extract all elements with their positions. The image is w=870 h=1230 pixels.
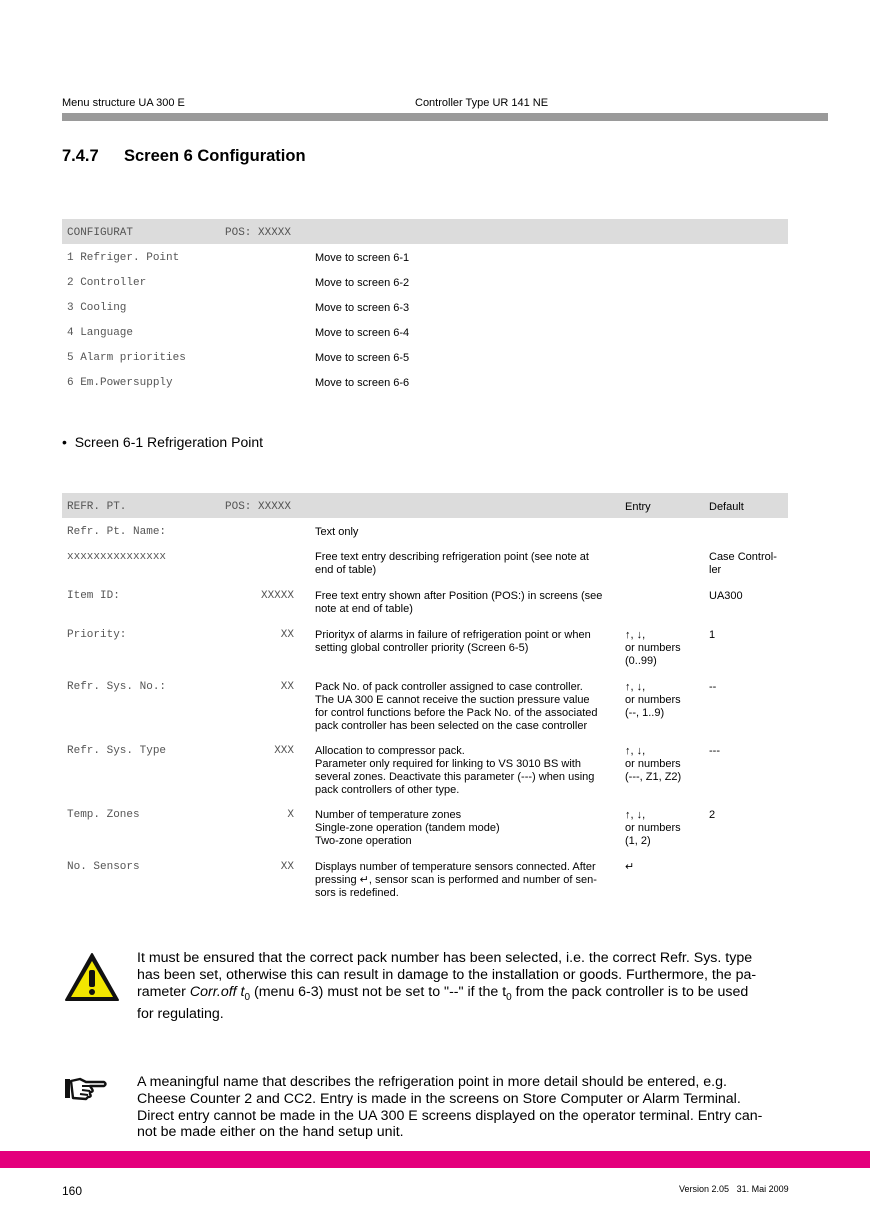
subscript: 0 bbox=[244, 991, 251, 1003]
param-label: Refr. Pt. Name: bbox=[67, 526, 167, 538]
param-desc-line: sors is redefined. bbox=[315, 887, 399, 899]
param-desc-line: Number of temperature zones bbox=[315, 809, 462, 821]
text: from the pack controller is to be used bbox=[511, 983, 749, 1000]
page-number: 160 bbox=[62, 1184, 83, 1198]
table2-header-bar bbox=[62, 493, 788, 518]
param-desc-line: setting global controller priority (Screen 6-5) bbox=[315, 642, 529, 654]
bullet: • bbox=[62, 434, 67, 450]
param-name: Corr.off t bbox=[189, 983, 245, 1000]
param-entry-line: (1, 2) bbox=[625, 835, 651, 847]
param-entry-line: or numbers bbox=[625, 694, 681, 706]
param-label: Item ID: bbox=[67, 590, 120, 602]
text: rameter bbox=[137, 983, 190, 1000]
param-entry-line: or numbers bbox=[625, 822, 681, 834]
date: 31. Mai 2009 bbox=[736, 1184, 789, 1194]
config-item-desc: Move to screen 6-3 bbox=[315, 302, 410, 314]
param-value: XX bbox=[280, 861, 294, 873]
param-default-line: ler bbox=[709, 564, 722, 576]
param-entry-line: (---, Z1, Z2) bbox=[625, 771, 682, 783]
param-default-line: -- bbox=[709, 681, 717, 693]
config-item-desc: Move to screen 6-6 bbox=[315, 377, 410, 389]
param-desc-line: Single-zone operation (tandem mode) bbox=[315, 822, 500, 834]
table2-header-entry: Entry bbox=[625, 501, 651, 513]
note-line: Cheese Counter 2 and CC2. Entry is made in the screens on Store Computer or Alarm Terminal. bbox=[137, 1090, 741, 1107]
param-entry-line: or numbers bbox=[625, 758, 681, 770]
warning-line bbox=[137, 984, 787, 1007]
section-number: 7.4.7 bbox=[62, 147, 99, 165]
section-title-text: Screen 6 Configuration bbox=[124, 147, 306, 165]
table2-header-default: Default bbox=[709, 501, 744, 513]
config-item-label: 4 Language bbox=[67, 327, 134, 339]
param-desc-line: Parameter only required for linking to VS 3010 BS with bbox=[315, 758, 581, 770]
param-entry-line: ↵ bbox=[625, 861, 635, 873]
param-label: No. Sensors bbox=[67, 861, 140, 873]
section-title bbox=[62, 147, 306, 166]
param-desc-line: Free text entry shown after Position (POS:) in screens (see bbox=[315, 590, 603, 602]
param-entry-line: ↑, ↓, bbox=[625, 629, 646, 641]
param-default-line: 1 bbox=[709, 629, 716, 641]
note-text bbox=[137, 1074, 787, 1141]
param-desc-line: note at end of table) bbox=[315, 603, 413, 615]
param-label: xxxxxxxxxxxxxxx bbox=[67, 551, 167, 563]
table1-header-pos: POS: XXXXX bbox=[225, 227, 292, 239]
param-default-line: 2 bbox=[709, 809, 716, 821]
config-item-label: 2 Controller bbox=[67, 277, 147, 289]
param-desc-line: end of table) bbox=[315, 564, 377, 576]
text: (menu 6-3) must not be set to "--" if the t bbox=[250, 983, 507, 1000]
subsection-title: Screen 6-1 Refrigeration Point bbox=[74, 434, 264, 450]
param-value: XXX bbox=[274, 745, 294, 757]
param-desc-line: Two-zone operation bbox=[315, 835, 412, 847]
param-desc-line: Free text entry describing refrigeration point (see note at bbox=[315, 551, 589, 563]
subscript: 0 bbox=[506, 991, 512, 1003]
param-value: XXXXX bbox=[260, 590, 294, 602]
param-desc-line: The UA 300 E cannot receive the suction pressure value bbox=[315, 694, 590, 706]
param-entry-line: (0..99) bbox=[625, 655, 657, 667]
param-default-line: Case Control- bbox=[709, 551, 777, 563]
config-item-label: 1 Refriger. Point bbox=[67, 252, 180, 264]
param-label: Priority: bbox=[67, 629, 127, 641]
config-item-desc: Move to screen 6-2 bbox=[315, 277, 410, 289]
config-item-label: 3 Cooling bbox=[67, 302, 127, 314]
param-value: X bbox=[287, 809, 294, 821]
table2-header-pos: POS: XXXXX bbox=[225, 501, 292, 513]
pointing-hand-icon bbox=[64, 1076, 108, 1107]
param-desc-line: several zones. Deactivate this parameter (---) when using bbox=[315, 771, 595, 783]
footer-version bbox=[679, 1184, 789, 1194]
warning-triangle-icon bbox=[64, 952, 120, 1007]
param-value: XX bbox=[280, 629, 294, 641]
warning-line: for regulating. bbox=[137, 1006, 224, 1023]
table1-header-name: CONFIGURAT bbox=[67, 227, 134, 239]
param-value: XX bbox=[280, 681, 294, 693]
warning-line: It must be ensured that the correct pack number has been selected, i.e. the correct Refr. Sys. type bbox=[137, 950, 753, 966]
footer-bar bbox=[0, 1151, 870, 1168]
config-item-desc: Move to screen 6-1 bbox=[315, 252, 410, 264]
param-entry-line: ↑, ↓, bbox=[625, 745, 646, 757]
param-desc-line: Priorityx of alarms in failure of refrigeration point or when bbox=[315, 629, 591, 641]
param-default-line: UA300 bbox=[709, 590, 743, 602]
config-item-desc: Move to screen 6-4 bbox=[315, 327, 410, 339]
header-left: Menu structure UA 300 E bbox=[62, 97, 185, 109]
param-entry-line: (--, 1..9) bbox=[625, 707, 665, 719]
table1-header-bar bbox=[62, 219, 788, 244]
param-desc-line: Displays number of temperature sensors connected. After bbox=[315, 861, 596, 873]
param-entry-line: ↑, ↓, bbox=[625, 809, 646, 821]
param-desc-line: for control functions before the Pack No. of the associated bbox=[315, 707, 598, 719]
param-label: Refr. Sys. No.: bbox=[67, 681, 167, 693]
param-label: Refr. Sys. Type bbox=[67, 745, 167, 757]
param-entry-line: or numbers bbox=[625, 642, 681, 654]
param-desc-line: Pack No. of pack controller assigned to case controller. bbox=[315, 681, 583, 693]
param-entry-line: ↑, ↓, bbox=[625, 681, 646, 693]
version: Version 2.05 bbox=[679, 1184, 730, 1194]
param-desc-line: pack controllers of other type. bbox=[315, 784, 460, 796]
param-default-line: --- bbox=[709, 745, 720, 757]
config-item-label: 5 Alarm priorities bbox=[67, 352, 186, 364]
config-item-label: 6 Em.Powersupply bbox=[67, 377, 173, 389]
table2-header-name: REFR. PT. bbox=[67, 501, 127, 513]
note-line: Direct entry cannot be made in the UA 300 E screens displayed on the operator terminal. Entry can- bbox=[137, 1107, 763, 1124]
param-desc-line: Allocation to compressor pack. bbox=[315, 745, 465, 757]
warning-line: has been set, otherwise this can result in damage to the installation or goods. Furthermore, the pa- bbox=[137, 966, 757, 983]
param-desc-line: pressing ↵, sensor scan is performed and number of sen- bbox=[315, 874, 597, 886]
config-item-desc: Move to screen 6-5 bbox=[315, 352, 410, 364]
header-center: Controller Type UR 141 NE bbox=[415, 97, 549, 109]
header-rule bbox=[62, 113, 828, 121]
param-desc-line: pack controller has been selected on the case controller bbox=[315, 720, 588, 732]
param-label: Temp. Zones bbox=[67, 809, 140, 821]
note-line: A meaningful name that describes the refrigeration point in more detail should be entered, e.g. bbox=[137, 1074, 727, 1090]
subsection-heading bbox=[62, 434, 263, 450]
note-line: not be made either on the hand setup unit. bbox=[137, 1124, 404, 1141]
param-desc-line: Text only bbox=[315, 526, 359, 538]
warning-text bbox=[137, 950, 787, 1023]
